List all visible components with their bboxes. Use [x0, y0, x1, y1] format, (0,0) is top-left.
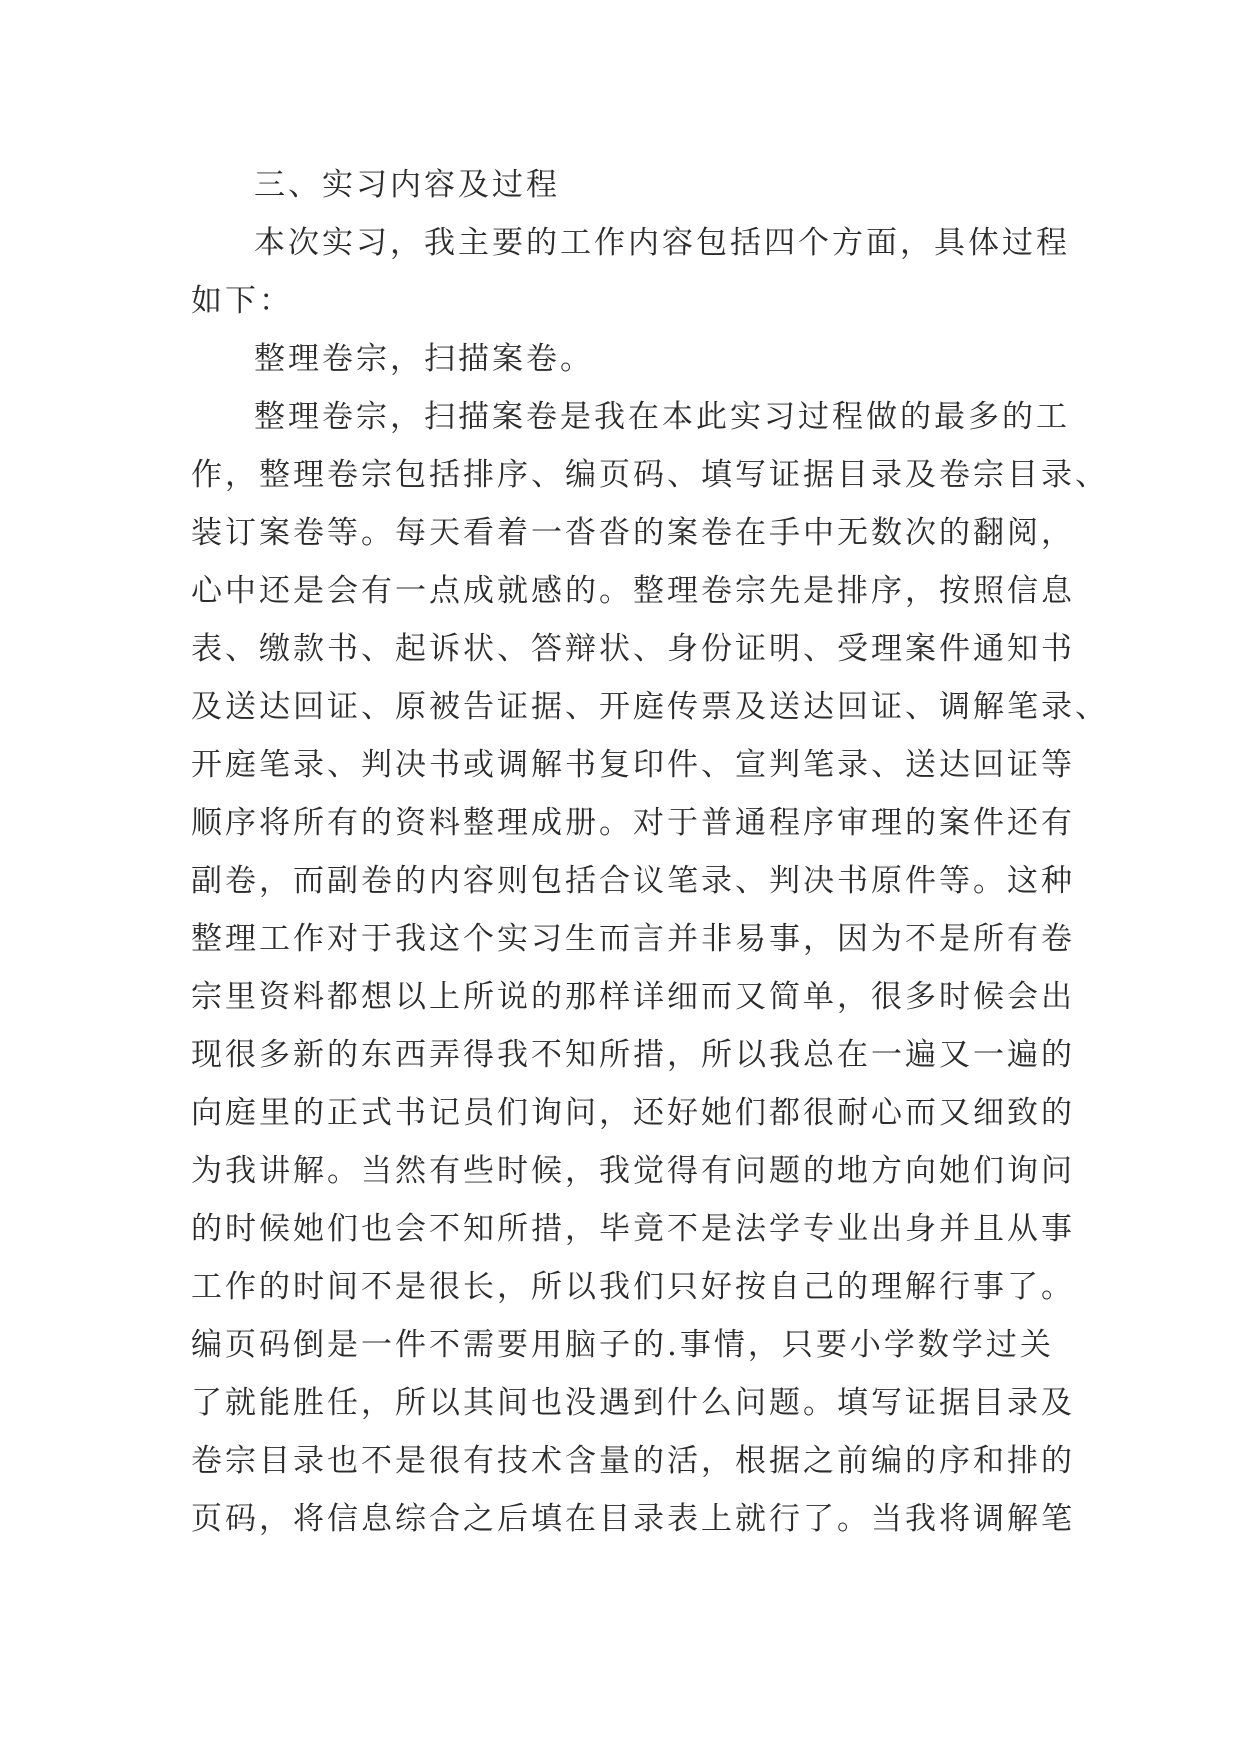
text-line: 卷宗目录也不是很有技术含量的活，根据之前编的序和排的 — [191, 1443, 1075, 1479]
text-line: 整理卷宗，扫描案卷是我在本此实习过程做的最多的工 — [254, 399, 1070, 435]
subsection-title: 整理卷宗，扫描案卷。 — [254, 341, 594, 377]
section-heading: 三、实习内容及过程 — [254, 167, 560, 203]
text-line: 的时候她们也会不知所措，毕竟不是法学专业出身并且从事 — [191, 1211, 1075, 1247]
text-line: 副卷，而副卷的内容则包括合议笔录、判决书原件等。这种 — [191, 863, 1075, 899]
body-paragraph — [191, 388, 1109, 1548]
text-line: 顺序将所有的资料整理成册。对于普通程序审理的案件还有 — [191, 805, 1075, 841]
text-line: 编页码倒是一件不需要用脑子的.事情，只要小学数学过关 — [191, 1327, 1054, 1363]
text-line: 装订案卷等。每天看着一沓沓的案卷在手中无数次的翻阅， — [191, 515, 1075, 551]
text-line: 本次实习，我主要的工作内容包括四个方面，具体过程 — [254, 225, 1070, 261]
text-line: 表、缴款书、起诉状、答辩状、身份证明、受理案件通知书 — [191, 631, 1075, 667]
text-line: 心中还是会有一点成就感的。整理卷宗先是排序，按照信息 — [191, 573, 1075, 609]
text-line: 作，整理卷宗包括排序、编页码、填写证据目录及卷宗目录、 — [191, 457, 1109, 493]
text-line: 宗里资料都想以上所说的那样详细而又简单，很多时候会出 — [191, 979, 1075, 1015]
text-line: 工作的时间不是很长，所以我们只好按自己的理解行事了。 — [191, 1269, 1075, 1305]
text-line: 及送达回证、原被告证据、开庭传票及送达回证、调解笔录、 — [191, 689, 1109, 725]
text-line: 如下： — [191, 283, 293, 319]
text-line: 整理工作对于我这个实习生而言并非易事，因为不是所有卷 — [191, 921, 1075, 957]
text-line: 现很多新的东西弄得我不知所措，所以我总在一遍又一遍的 — [191, 1037, 1075, 1073]
text-line: 向庭里的正式书记员们询问，还好她们都很耐心而又细致的 — [191, 1095, 1075, 1131]
text-line: 页码，将信息综合之后填在目录表上就行了。当我将调解笔 — [191, 1501, 1075, 1537]
intro-paragraph — [191, 214, 1070, 330]
document-body — [191, 156, 1109, 1548]
text-line: 为我讲解。当然有些时候，我觉得有问题的地方向她们询问 — [191, 1153, 1075, 1189]
text-line: 开庭笔录、判决书或调解书复印件、宣判笔录、送达回证等 — [191, 747, 1075, 783]
text-line: 了就能胜任，所以其间也没遇到什么问题。填写证据目录及 — [191, 1385, 1075, 1421]
